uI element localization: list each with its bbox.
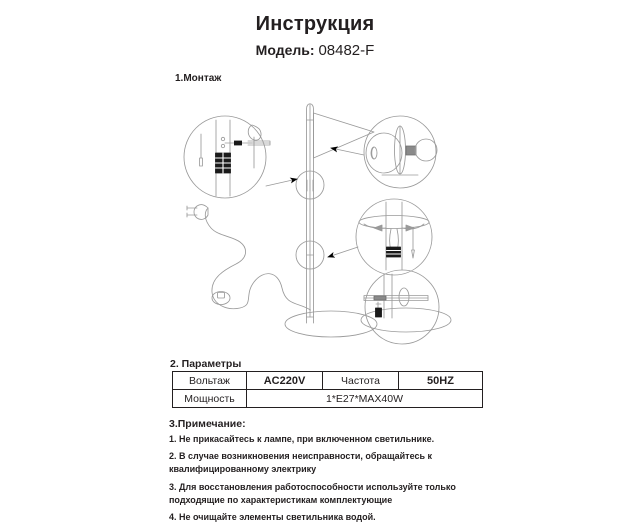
lamp-pole [307,104,314,317]
list-item: 4. Не очищайте элементы светильника водой. [169,512,376,523]
cell-voltage-label: Вольтаж [173,372,247,390]
list-item: 3. Для восстановления работоспособности используйте только подходящие по характеристикам комплектующие [169,481,456,505]
detail-pole-joint-screw [184,116,270,198]
section-heading-mounting: 1.Монтаж [175,73,222,84]
section-heading-notes: 3.Примечание: [169,418,246,430]
model-number: 08482-F [318,42,375,59]
table-row [173,390,483,408]
detail-lamp-head-socket [364,116,437,188]
cell-voltage-value: AC220V [247,372,323,390]
detail-shade-mount-socket [356,199,432,275]
floor-lamp-diagram [178,92,468,350]
model-label: Модель: [255,42,315,58]
lamp-shade [314,113,375,158]
power-plug [187,205,208,220]
detail-base-fastening [361,270,451,344]
section-heading-parameters: 2. Параметры [170,358,242,370]
notes-list [169,433,481,524]
page-title: Инструкция [255,13,375,35]
inline-foot-switch [212,292,230,305]
parameters-table [172,371,483,408]
model-line [0,42,630,59]
cell-frequency-value: 50HZ [399,372,483,390]
cell-power-value: 1*E27*MAX40W [247,390,483,408]
power-cord [205,208,310,310]
list-item: 1. Не прикасайтесь к лампе, при включенном светильнике. [169,434,435,444]
cell-power-label: Мощность [173,390,247,408]
lamp-diagram-svg [178,92,468,350]
cell-frequency-label: Частота [323,372,399,390]
table-row [173,372,483,390]
list-item: 2. В случае возникновения неисправности, обращайтесь к квалифицированному электрику [169,451,433,475]
